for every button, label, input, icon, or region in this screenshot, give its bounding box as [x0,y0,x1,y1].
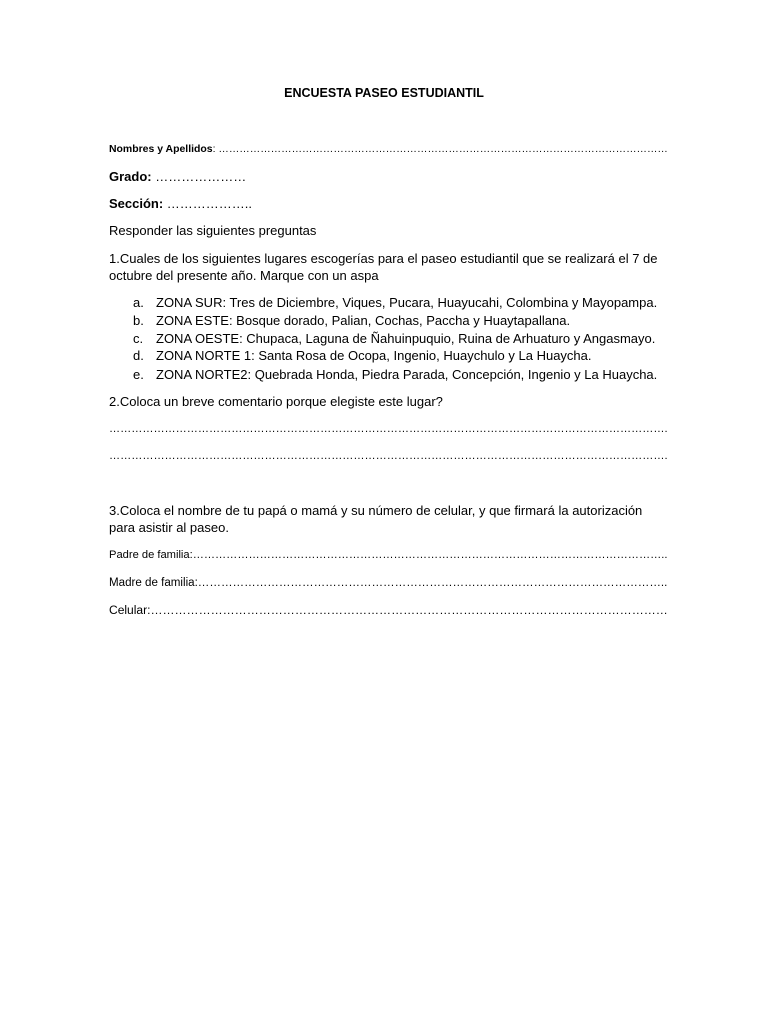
option-text: ZONA OESTE: Chupaca, Laguna de Ñahuinpuquio, Ruina de Arhuaturo y Angasmayo. [156,331,656,346]
option-marker: e. [133,367,144,382]
option-marker: c. [133,331,144,346]
madre-field: Madre de familia:………………………………………………………………………………………………………….. [109,577,668,589]
grado-dots: ………………… [151,169,247,184]
instructions-text: Responder las siguientes preguntas [109,223,317,238]
grado-field [109,168,246,185]
option-text: ZONA ESTE: Bosque dorado, Palian, Cochas, Paccha y Huaytapallana. [156,313,571,328]
nombres-dots: : ………………………………………………………………………………………………………………… [212,144,668,155]
nombres-label: Nombres y Apellidos [109,144,213,155]
question-2: 2.Coloca un breve comentario porque elegiste este lugar? [109,394,443,409]
option-marker: a. [133,295,144,310]
question-3-line-1: 3.Coloca el nombre de tu papá o mamá y su número de celular, y que firmará la autorización [109,503,643,518]
question-3-line-2: para asistir al paseo. [109,520,229,535]
comment-line-2: ……………………………………………………………………………………………………………………………………. [109,450,668,462]
option-text: ZONA NORTE2: Quebrada Honda, Piedra Parada, Concepción, Ingenio y La Huaycha. [156,367,658,382]
seccion-dots: ……………….. [163,196,253,211]
grado-label: Grado: [109,169,152,184]
celular-field: Celular:………………………………………………………………………………………………………………… [109,603,668,617]
document-title: ENCUESTA PASEO ESTUDIANTIL [284,86,484,100]
nombres-field [109,141,668,158]
padre-field: Padre de familia:……………………………………………………………………………………………………………….. [109,549,668,561]
seccion-field [109,195,252,212]
option-marker: b. [133,313,144,328]
question-1-line-2: octubre del presente año. Marque con un aspa [109,268,379,283]
seccion-label: Sección: [109,196,164,211]
comment-line-1: ……………………………………………………………………………………………………………………………………. [109,423,668,435]
question-1-line-1: 1.Cuales de los siguientes lugares escogerías para el paseo estudiantil que se realizará el 7 de [109,251,658,266]
option-text: ZONA NORTE 1: Santa Rosa de Ocopa, Ingenio, Huaychulo y La Huaycha. [156,348,592,363]
option-marker: d. [133,348,144,363]
option-text: ZONA SUR: Tres de Diciembre, Viques, Pucara, Huayucahi, Colombina y Mayopampa. [156,295,658,310]
